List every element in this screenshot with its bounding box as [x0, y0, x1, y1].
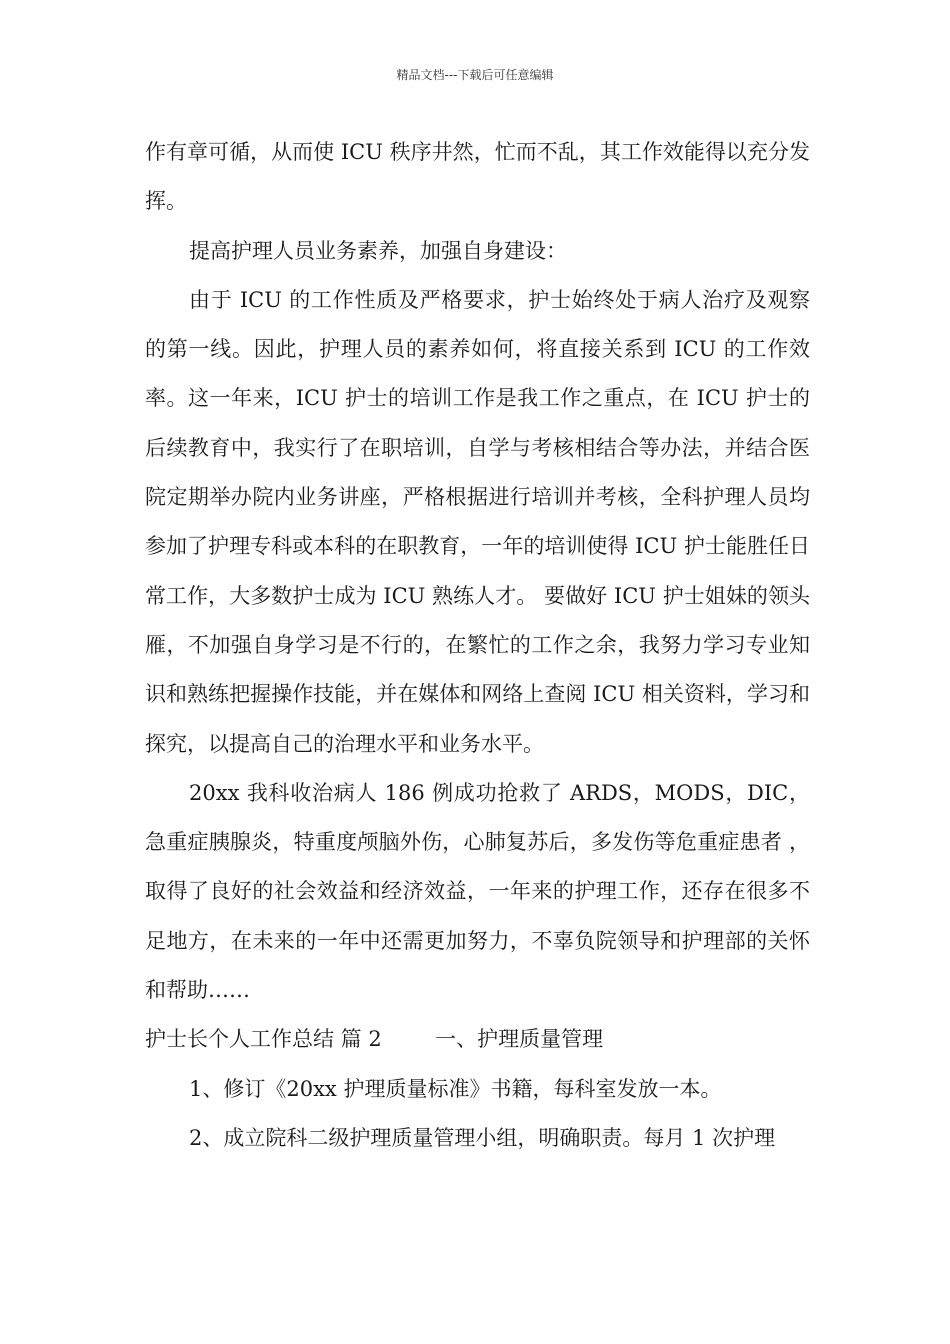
paragraph-results: 20xx 我科收治病人 186 例成功抢救了 ARDS，MODS，DIC，急重症胰腺炎，特重度颅脑外伤，心肺复苏后，多发伤等危重症患者 ，取得了良好的社会效益和经济效益，一年来的护理工作，还存在很多不足地方，在未来的一年中还需更加努力，不辜负院领导和护理部的关怀和帮助……: [145, 780, 810, 1003]
document-body: [145, 128, 810, 1163]
paragraph-continuation: 作有章可循，从而使 ICU 秩序井然，忙而不乱，其工作效能得以充分发挥。: [145, 140, 810, 214]
section-heading: [145, 1015, 810, 1064]
section-subtitle: 一、护理质量管理: [435, 1027, 604, 1052]
list-item: 2、成立院科二级护理质量管理小组，明确职责。每月 1 次护理: [189, 1125, 776, 1150]
page-header: 精品文档---下载后可任意编辑: [396, 68, 554, 82]
list-item: 1、修订《20xx 护理质量标准》书籍，每科室发放一本。: [189, 1076, 722, 1101]
paragraph-subheading: 提高护理人员业务素养，加强自身建设：: [189, 238, 567, 263]
section-title: 护士长个人工作总结 篇 2: [145, 1027, 382, 1052]
paragraph-training: 由于 ICU 的工作性质及严格要求，护士始终处于病人治疗及观察的第一线。因此，护理人员的素养如何，将直接关系到 ICU 的工作效率。这一年来，ICU 护士的培训工作是我工作之重点，在 ICU 护士的后续教育中，我实行了在职培训，自学与考核相结合等办法，并结合医院定期举办院内业务讲座，严格根据进行培训并考核，全科护理人员均参加了护理专科或本科的在职教育，一年的培训使得 ICU 护士能胜任日常工作，大多数护士成为 ICU 熟练人才。 要做好 ICU 护士姐妹的领头雁，不加强自身学习是不行的，在繁忙的工作之余，我努力学习专业知识和熟练把握操作技能，并在媒体和网络上查阅 ICU 相关资料，学习和探究，以提高自己的治理水平和业务水平。: [145, 287, 810, 756]
